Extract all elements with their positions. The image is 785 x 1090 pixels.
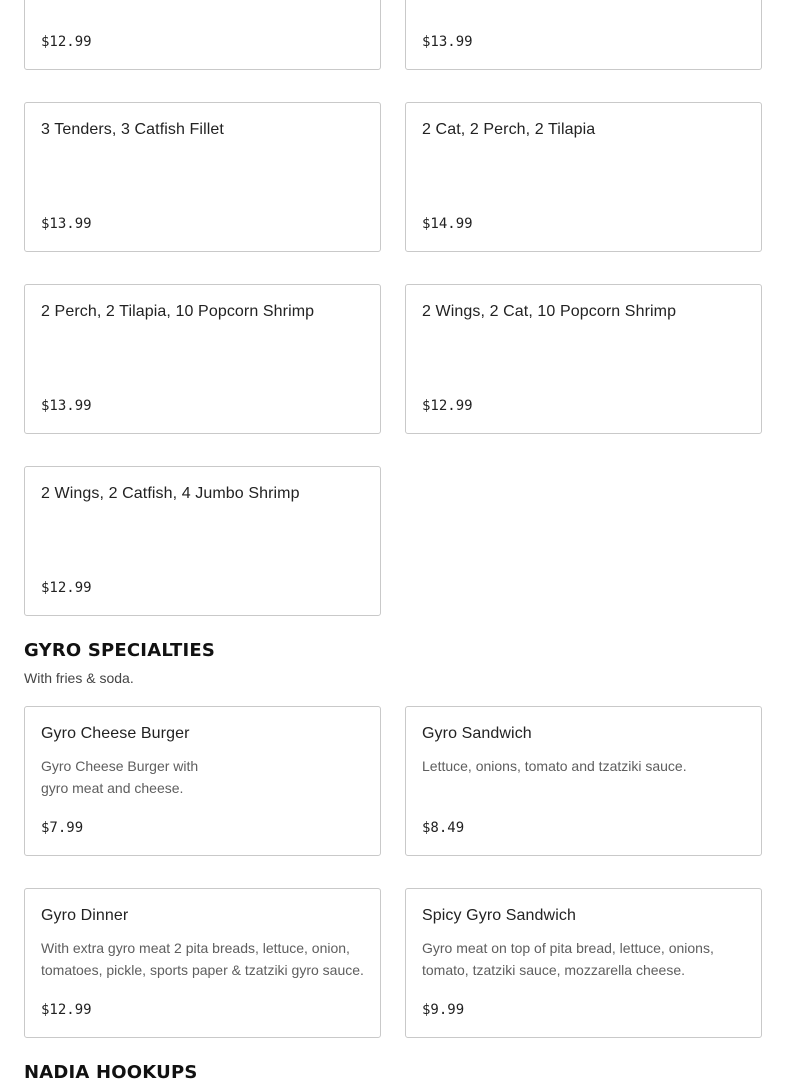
menu-item-price: $9.99: [422, 1002, 465, 1018]
menu-item-card[interactable]: [405, 706, 762, 856]
menu-item-name: 3 Tenders, 3 Catfish Fillet: [41, 121, 224, 138]
menu-item-price: $13.99: [422, 34, 473, 50]
menu-item-card[interactable]: [24, 466, 381, 616]
menu-item-description: With extra gyro meat 2 pita breads, lettuce, onion, tomatoes, pickle, sports paper & tzatziki gyro sauce.: [41, 940, 364, 978]
menu-item-name: 2 Cat, 2 Perch, 2 Tilapia: [422, 121, 596, 138]
section-subtitle: With fries & soda.: [24, 670, 134, 686]
menu-item-price: $13.99: [41, 398, 92, 414]
menu-item-card[interactable]: [24, 888, 381, 1038]
menu-item-card[interactable]: [24, 102, 381, 252]
section-title: GYRO SPECIALTIES: [24, 640, 216, 661]
menu-item-price: $12.99: [422, 398, 473, 414]
menu-item-card[interactable]: [405, 0, 762, 70]
menu-item-price: $8.49: [422, 820, 465, 836]
menu-item-name: Gyro Sandwich: [422, 725, 532, 742]
menu-item-card[interactable]: [405, 284, 762, 434]
menu-item-name: 2 Wings, 2 Cat, 10 Popcorn Shrimp: [422, 303, 677, 320]
menu-item-price: $12.99: [41, 34, 92, 50]
menu-item-card[interactable]: [405, 888, 762, 1038]
menu-item-card[interactable]: [24, 706, 381, 856]
menu-item-price: $13.99: [41, 216, 92, 232]
menu-item-card[interactable]: [405, 102, 762, 252]
menu-item-price: $12.99: [41, 580, 92, 596]
menu-item-name: Gyro Dinner: [41, 907, 129, 924]
menu-item-card[interactable]: [24, 284, 381, 434]
menu-item-price: $12.99: [41, 1002, 92, 1018]
menu-item-card[interactable]: [24, 0, 381, 70]
menu-item-description: Gyro Cheese Burger with gyro meat and cheese.: [41, 758, 199, 796]
menu-item-name: Gyro Cheese Burger: [41, 725, 190, 742]
menu-item-description: Lettuce, onions, tomato and tzatziki sauce.: [422, 758, 687, 774]
menu-item-price: $14.99: [422, 216, 473, 232]
section-title: NADIA HOOKUPS: [24, 1062, 198, 1083]
menu-item-name: 2 Perch, 2 Tilapia, 10 Popcorn Shrimp: [41, 303, 315, 320]
menu-item-name: Spicy Gyro Sandwich: [422, 907, 576, 924]
menu-item-name: 2 Wings, 2 Catfish, 4 Jumbo Shrimp: [41, 485, 300, 502]
menu-item-description: Gyro meat on top of pita bread, lettuce, onions, tomato, tzatziki sauce, mozzarella cheese.: [422, 940, 714, 978]
menu-item-price: $7.99: [41, 820, 84, 836]
